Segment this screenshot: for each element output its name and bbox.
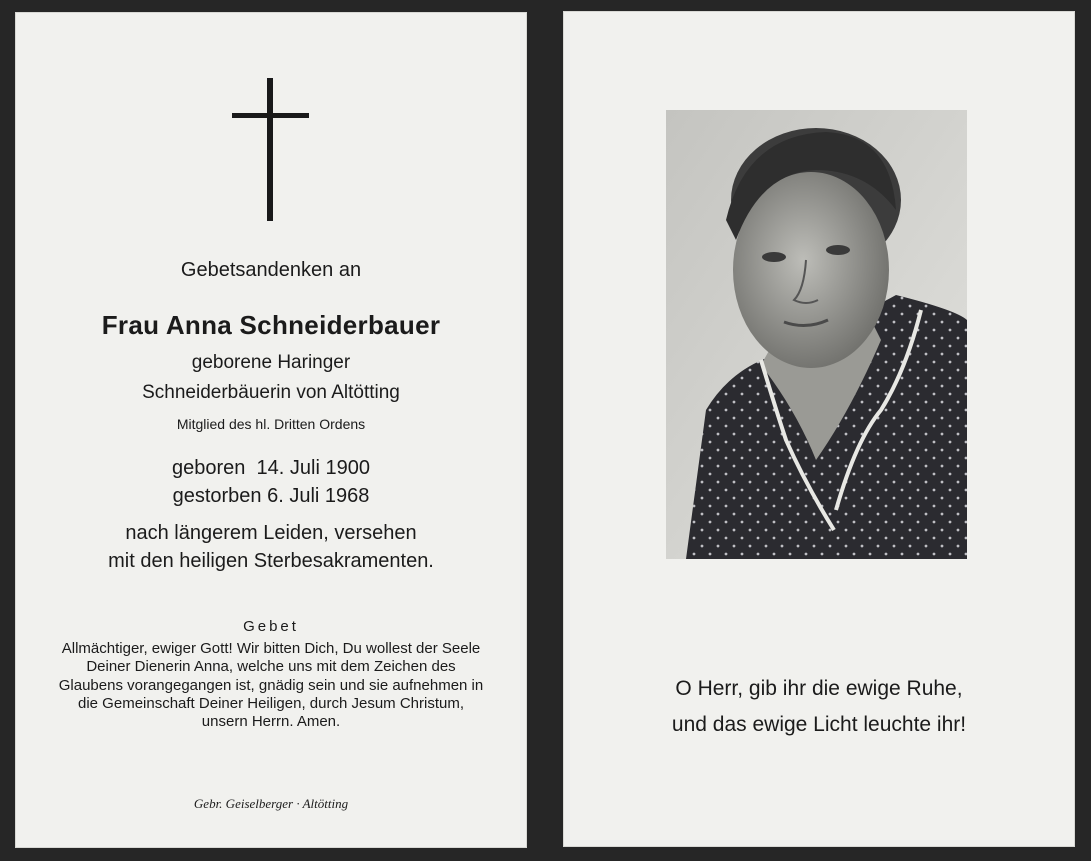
printer-imprint: Gebr. Geiselberger · Altötting [193, 796, 349, 811]
right-card-page [563, 11, 1075, 847]
illness-line-2: mit den heiligen Sterbesakramenten. [108, 550, 434, 572]
membership-line: Mitglied des hl. Dritten Ordens [176, 416, 366, 432]
cross-icon [267, 78, 273, 221]
memorial-heading: Gebetsandenken an [180, 259, 362, 281]
deceased-name: Frau Anna Schneiderbauer [101, 310, 441, 340]
prayer-text: Allmächtiger, ewiger Gott! Wir bitten Dich, Du wollest der Seele Deiner Dienerin Anna, welche uns mit dem Zeichen des Glaubens vorangegangen ist, gnädig sein und sie aufnehmen in die Gemeinschaft Deiner Heiligen, durch Jesum Christum, unsern Herrn. Amen. [58, 640, 484, 731]
verse-line-2: und das ewige Licht leuchte ihr! [671, 713, 967, 736]
portrait-photo [666, 110, 967, 559]
birth-date: geboren 14. Juli 1900 [172, 457, 370, 479]
maiden-name: geborene Haringer [191, 352, 351, 373]
illness-line-1: nach längerem Leiden, versehen [125, 522, 417, 544]
deceased-title: Schneiderbäuerin von Altötting [142, 382, 400, 403]
cross-icon-beam [232, 113, 309, 118]
death-date: gestorben 6. Juli 1968 [172, 485, 370, 507]
prayer-heading: Gebet [243, 618, 299, 635]
left-card-page [15, 12, 527, 848]
verse-line-1: O Herr, gib ihr die ewige Ruhe, [675, 677, 963, 700]
